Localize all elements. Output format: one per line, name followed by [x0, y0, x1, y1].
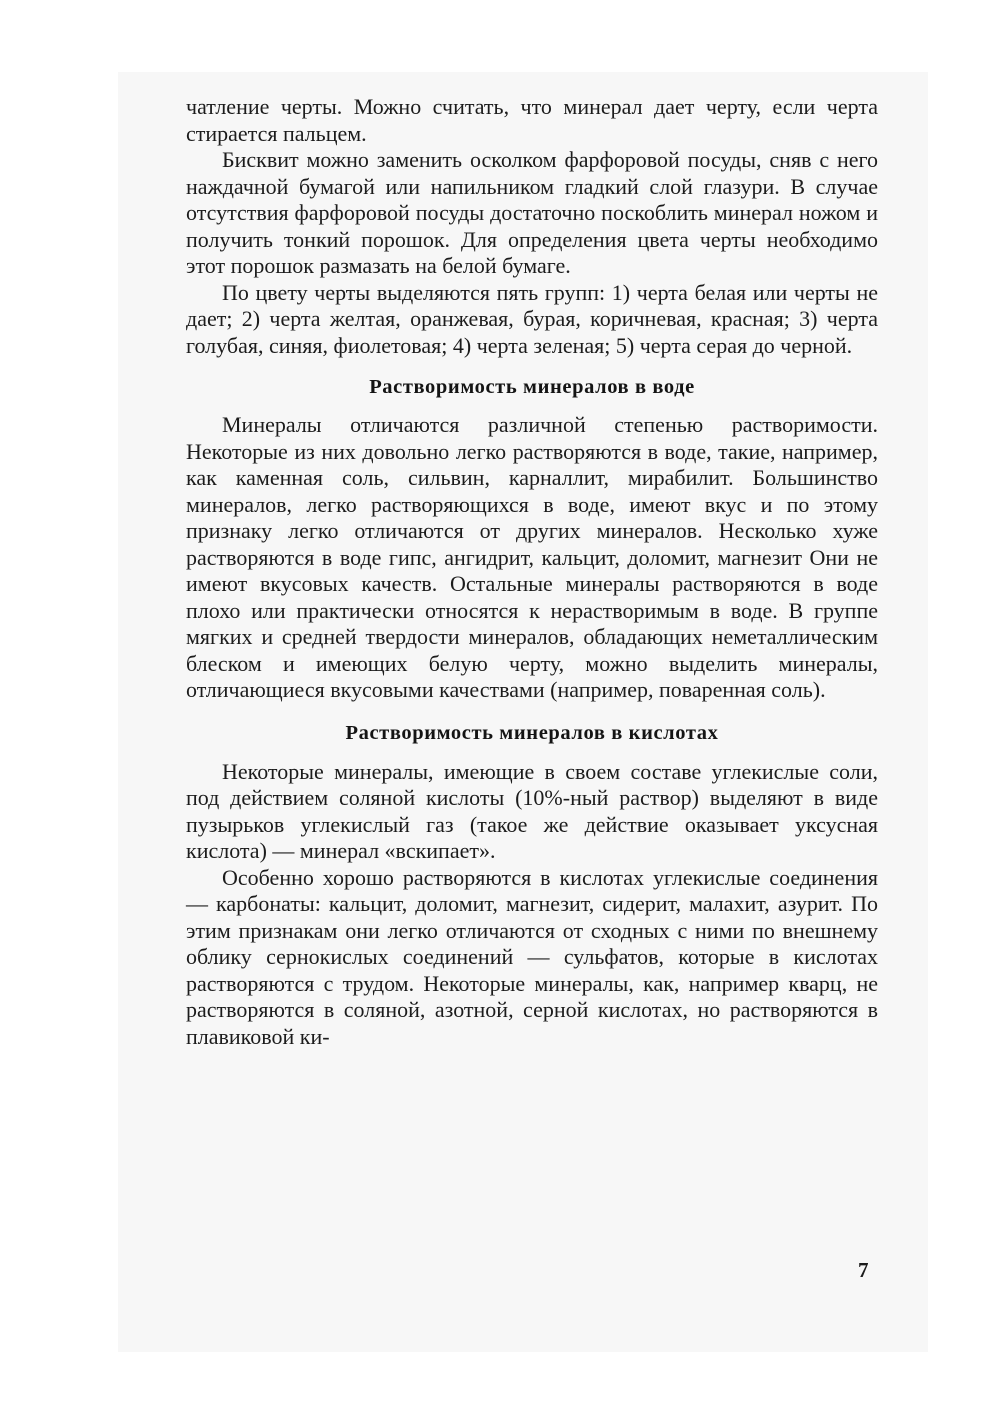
intro-paragraph-streak-groups: По цвету черты выделяются пять групп: 1) черта белая или черты не дает; 2) черта желтая, оранжевая, бурая, коричневая, красная; 3) черта голубая, синяя, фиолетовая; 4) черта зеленая; 5) черта серая до черной. [186, 279, 878, 358]
acid-solubility-paragraph-1: Некоторые минералы, имеющие в своем составе углекислые соли, под действием соляной кислоты (10%-ный раствор) выделяют в виде пузырьков углекислый газ (такое же действие оказывает уксусная кислота) — минерал «вскипает». [186, 758, 878, 863]
intro-paragraph-continuation: чатление черты. Можно считать, что минерал дает черту, если черта стирается пальцем. [186, 94, 878, 146]
page-number: 7 [858, 1258, 869, 1282]
heading-acid-solubility: Растворимость минералов в кислотах [345, 721, 719, 744]
acid-solubility-paragraph-2: Особенно хорошо растворяются в кислотах углекислые соединения — карбонаты: кальцит, доломит, магнезит, сидерит, малахит, азурит. По этим признакам они легко отличаются от сходных с ними по внешнему облику сернокислых соединений — сульфатов, которые в кислотах растворяются с трудом. Некоторые минералы, как, например кварц, не растворяются в соляной, азотной, серной кислотах, но растворяются в плавиковой ки- [186, 864, 878, 1049]
water-solubility-paragraph: Минералы отличаются различной степенью растворимости. Некоторые из них довольно легко растворяются в воде, такие, например, как каменная соль, сильвин, карналлит, мирабилит. Большинство минералов, легко растворяющихся в воде, имеют вкус и по этому признаку легко отличаются от других минералов. Несколько хуже растворяются в воде гипс, ангидрит, кальцит, доломит, магнезит Они не имеют вкусовых качеств. Остальные минералы растворяются в воде плохо или практически относятся к нерастворимым в воде. В группе мягких и средней твердости минералов, обладающих неметаллическим блеском и имеющих белую черту, можно выделить минералы, отличающиеся вкусовыми качествами (например, поваренная соль). [186, 412, 878, 702]
book-page [186, 94, 878, 1050]
intro-paragraph-biscuit: Бисквит можно заменить осколком фарфоровой посуды, сняв с него наждачной бумагой или напильником гладкий слой глазури. В случае отсутствия фарфоровой посуды достаточно поскоблить минерал ножом и получить тонкий порошок. Для определения цвета черты необходимо этот порошок размазать на белой бумаге. [186, 147, 878, 278]
heading-water-solubility: Растворимость минералов в воде [369, 376, 695, 398]
